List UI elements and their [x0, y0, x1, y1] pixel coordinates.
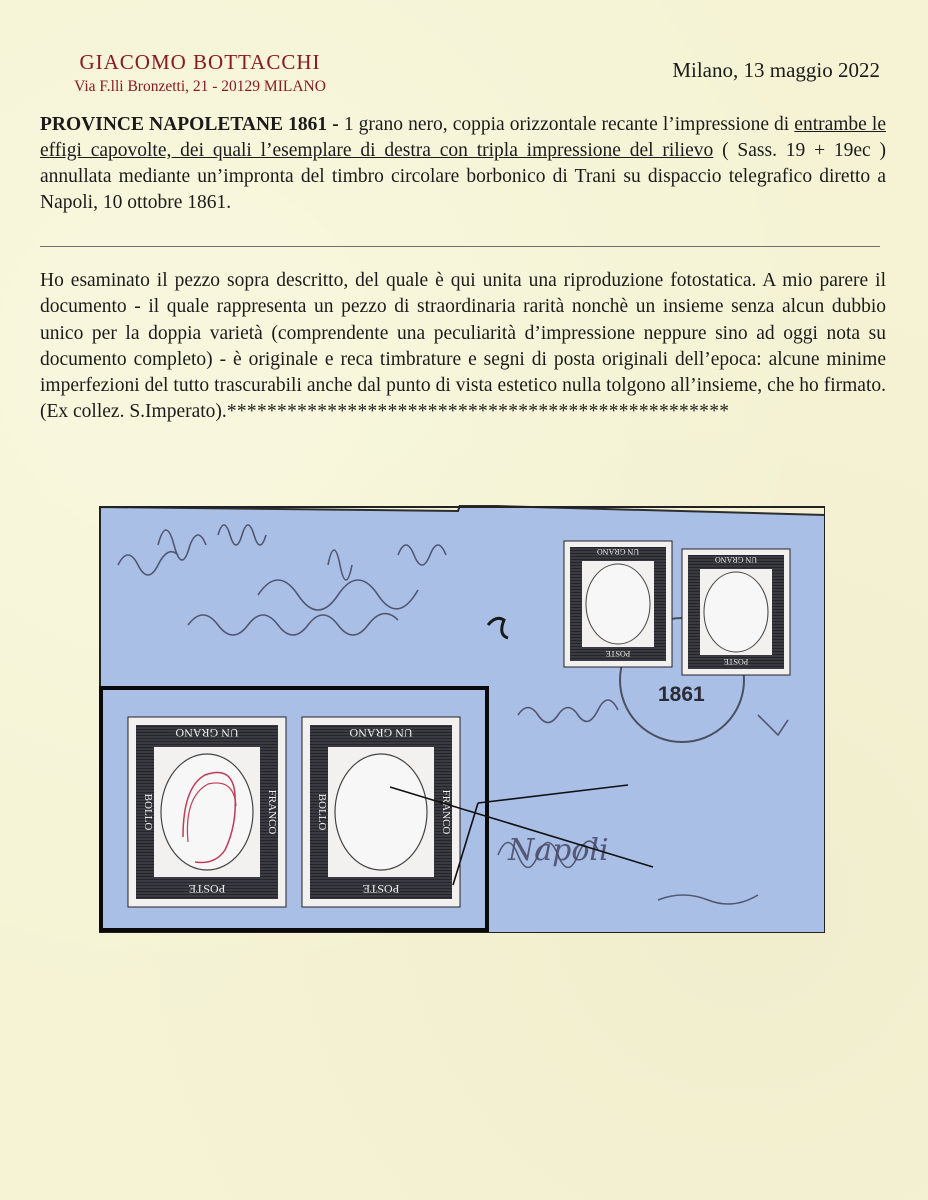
- opinion-text: Ho esaminato il pezzo sopra descritto, del quale è qui unita una riproduzione fotostatica. A mio parere il documento - il quale rappresenta un pezzo di straordinaria rarità nonchè un insieme senza alcun dubbio unico per la doppia varietà (comprendente una peculiarità d’impressione neppure sino ad oggi nota su documento completo) - è originale e reca timbrature e segni di posta originali dell’epoca: alcune minime imperfezioni del tutto trascurabili anche dal punto di vista estetico nulla tolgono all’insieme, che ho firmato. (Ex collez. S.Imperato).: [40, 270, 886, 423]
- postmark-year: 1861: [658, 683, 705, 706]
- small-stamp-2-top-label: UN GRANO: [715, 555, 757, 564]
- description-part2: ( Sass. 19 + 19ec ) annullata mediante un’impronta del timbro circolare borbonico di Trani su dispaccio telegrafico diretto a Napoli, 10 ottobre 1861.: [40, 140, 886, 213]
- item-description: [40, 112, 886, 216]
- enlarged-stamp-2-top-label: UN GRANO: [349, 726, 413, 740]
- cover-photo: [98, 505, 825, 933]
- certificate-date: Milano, 13 maggio 2022: [672, 58, 880, 82]
- description-underlined: entrambe le effigi capovolte, dei quali l’esemplare di destra con tripla impressione del rilievo: [40, 114, 886, 161]
- enlarged-stamp-2-left-label: BOLLO: [316, 793, 328, 831]
- enlarged-stamp-2-right-label: FRANCO: [440, 789, 452, 835]
- divider-line: [40, 246, 880, 247]
- description-title: PROVINCE NAPOLETANE 1861: [40, 114, 328, 135]
- enlarged-stamp-2-bottom-label: POSTE: [362, 882, 400, 896]
- letterhead: [40, 50, 360, 97]
- small-stamp-2-bottom-label: POSTE: [723, 657, 749, 666]
- enlarged-stamp-1-top-label: UN GRANO: [175, 726, 239, 740]
- opinion-stars: **************************************************: [226, 401, 730, 423]
- description-part1: 1 grano nero, coppia orizzontale recante l’impressione di: [343, 114, 795, 135]
- enlarged-stamp-1-bottom-label: POSTE: [188, 882, 226, 896]
- letterhead-address: Via F.lli Bronzetti, 21 - 20129 MILANO: [74, 78, 326, 95]
- description-dash: -: [327, 114, 344, 135]
- cover-illustration: [98, 505, 825, 933]
- small-stamp-1-bottom-label: POSTE: [605, 649, 631, 658]
- enlarged-stamp-1-right-label: FRANCO: [266, 789, 278, 835]
- small-stamp-1-top-label: UN GRANO: [597, 547, 639, 556]
- enlarged-stamp-1-left-label: BOLLO: [142, 793, 154, 831]
- letterhead-name: GIACOMO BOTTACCHI: [79, 50, 321, 74]
- expert-opinion: [40, 268, 886, 426]
- destination-text: Napoli: [508, 833, 609, 868]
